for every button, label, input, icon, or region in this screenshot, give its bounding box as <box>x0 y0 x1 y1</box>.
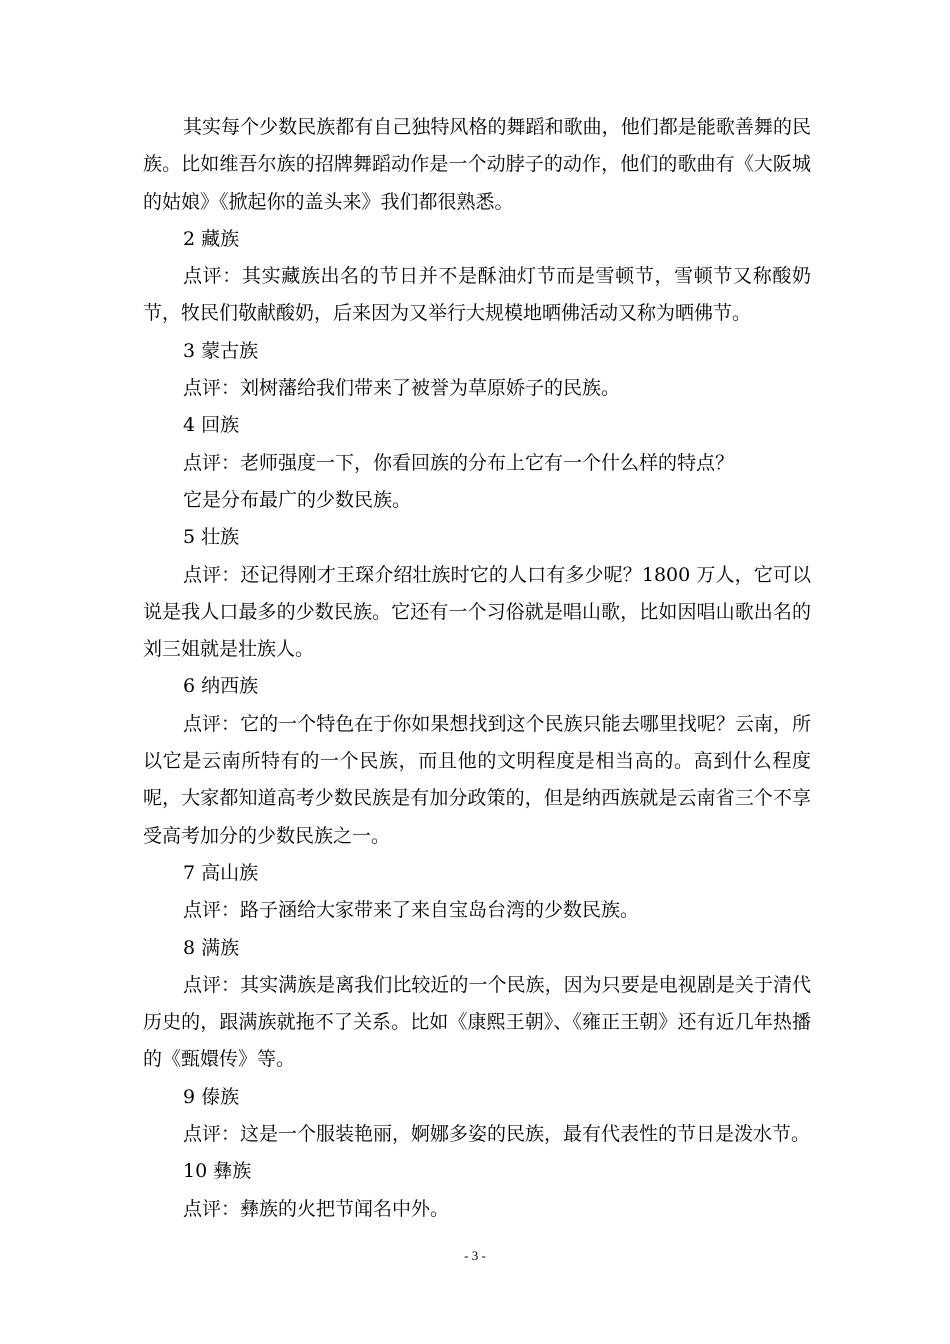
section-heading: 5 壮族 <box>183 526 240 549</box>
document-body <box>143 109 811 1228</box>
section-heading: 9 傣族 <box>183 1085 240 1108</box>
section-heading: 8 满族 <box>183 936 240 959</box>
page-number: - 3 - <box>464 1248 486 1263</box>
paragraph: 点评：这是一个服装艳丽，婀娜多姿的民族，最有代表性的节日是泼水节。 <box>183 1123 811 1146</box>
paragraph: 点评：彝族的火把节闻名中外。 <box>183 1197 450 1220</box>
paragraph: 点评：老师强度一下，你看回族的分布上它有一个什么样的特点？ <box>183 451 735 474</box>
section-heading: 6 纳西族 <box>183 675 259 698</box>
paragraph: 点评：它的一个特色在于你如果想找到这个民族只能去哪里找呢？云南，所以它是云南所特有的一个民族，而且他的文明程度是相当高的。高到什么程度呢，大家都知道高考少数民族是有加分政策的，但是纳西族就是云南省三个不享受高考加分的少数民族之一。 <box>143 712 811 847</box>
paragraph: 点评：其实藏族出名的节日并不是酥油灯节而是雪顿节，雪顿节又称酸奶节，牧民们敬献酸奶，后来因为又举行大规模地晒佛活动又称为晒佛节。 <box>143 265 811 325</box>
section-heading: 4 回族 <box>183 414 240 437</box>
paragraph: 点评：路子涵给大家带来了来自宝岛台湾的少数民族。 <box>183 899 640 922</box>
paragraph: 点评：还记得刚才王琛介绍壮族时它的人口有多少呢？1800 万人，它可以说是我人口最多的少数民族。它还有一个习俗就是唱山歌，比如因唱山歌出名的刘三姐就是壮族人。 <box>143 563 811 661</box>
paragraph: 其实每个少数民族都有自己独特风格的舞蹈和歌曲，他们都是能歌善舞的民族。比如维吾尔族的招牌舞蹈动作是一个动脖子的动作，他们的歌曲有《大阪城的姑娘》《掀起你的盖头来》我们都很熟悉。 <box>143 116 811 213</box>
paragraph: 点评：其实满族是离我们比较近的一个民族，因为只要是电视剧是关于清代历史的，跟满族就拖不了关系。比如《康熙王朝》、《雍正王朝》还有近几年热播的《甄嬛传》等。 <box>143 973 811 1071</box>
section-heading: 2 藏族 <box>183 227 240 250</box>
paragraph: 它是分布最广的少数民族。 <box>183 488 412 511</box>
section-heading: 10 彝族 <box>183 1160 252 1183</box>
section-heading: 7 高山族 <box>183 861 259 884</box>
paragraph: 点评：刘树藩给我们带来了被誉为草原娇子的民族。 <box>183 377 621 400</box>
section-heading: 3 蒙古族 <box>183 339 259 362</box>
